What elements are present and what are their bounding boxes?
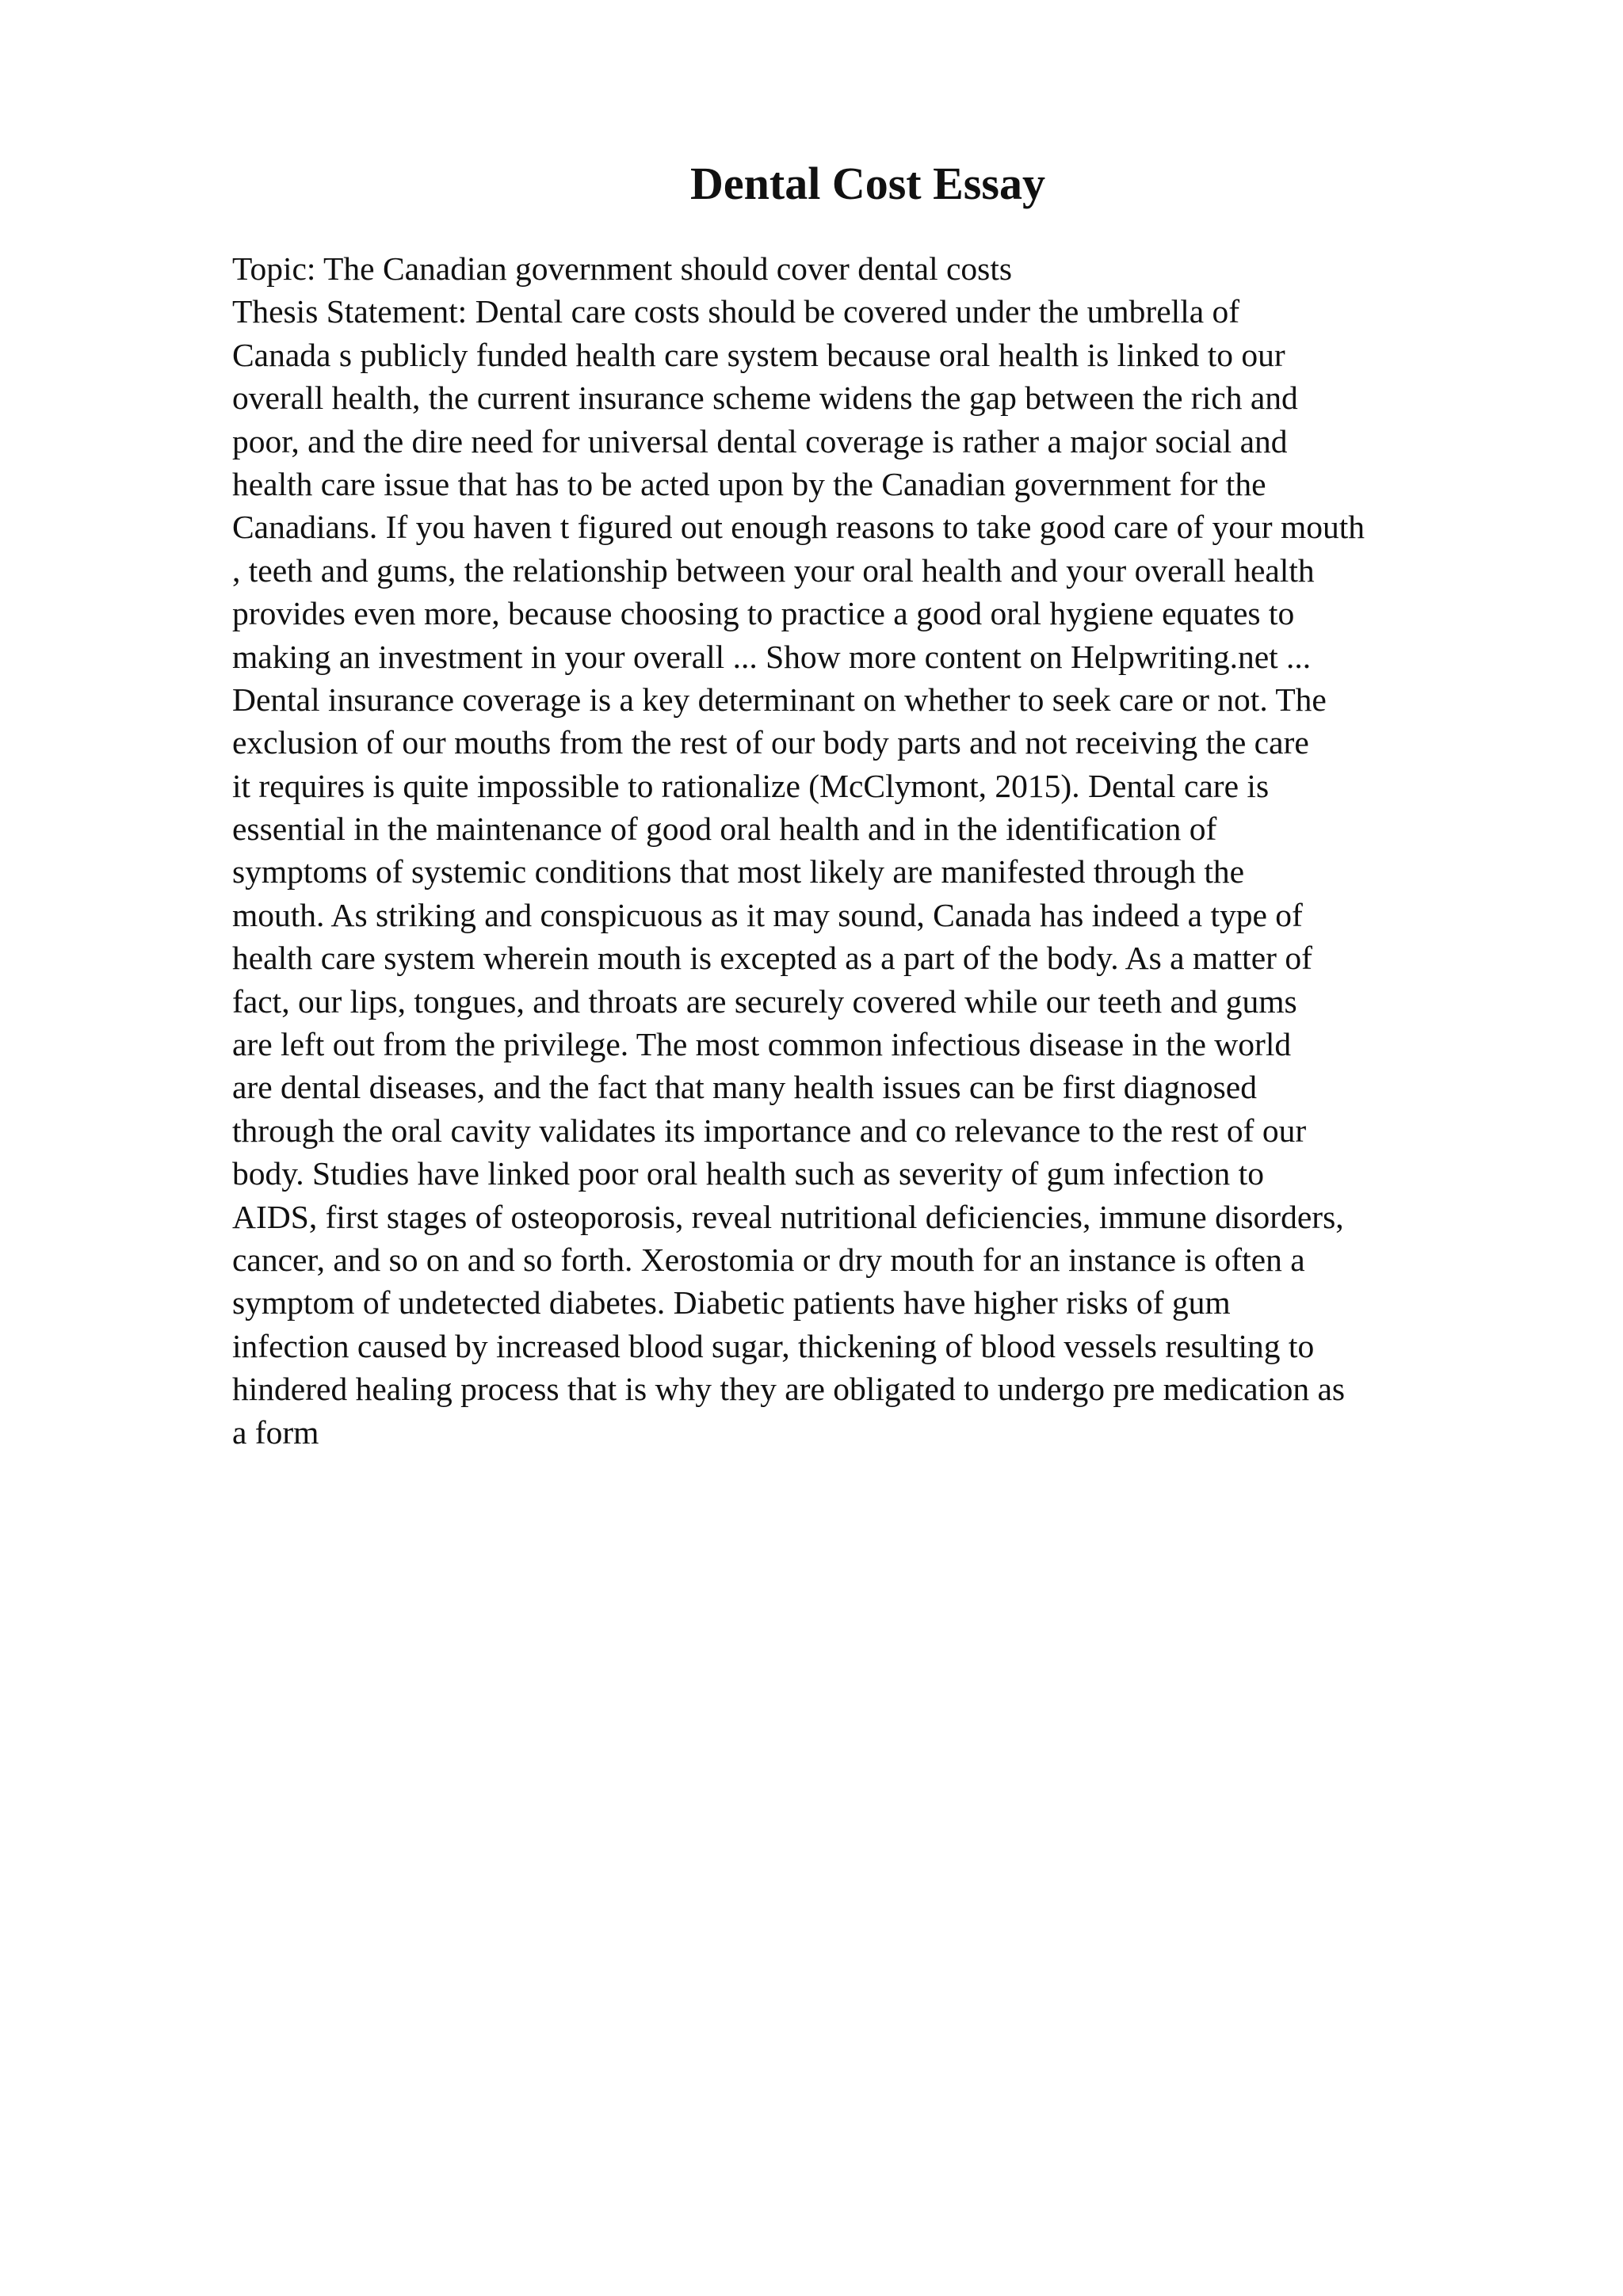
text-line: through the oral cavity validates its importance and co relevance to the rest of our <box>232 1112 1307 1149</box>
text-line: a form <box>232 1413 319 1451</box>
text-line: body. Studies have linked poor oral health such as severity of gum infection to <box>232 1155 1264 1192</box>
text-line: health care issue that has to be acted upon by the Canadian government for the <box>232 465 1266 502</box>
document-title: Dental Cost Essay <box>690 158 1045 209</box>
text-line: , teeth and gums, the relationship between your oral health and your overall health <box>232 551 1315 589</box>
text-line: Canadians. If you haven t figured out enough reasons to take good care of your mouth <box>232 509 1365 546</box>
text-line: are dental diseases, and the fact that many health issues can be first diagnosed <box>232 1069 1257 1106</box>
text-line: health care system wherein mouth is excepted as a part of the body. As a matter of <box>232 940 1312 977</box>
text-line: Thesis Statement: Dental care costs should be covered under the umbrella of <box>232 293 1240 330</box>
text-line: Topic: The Canadian government should cover dental costs <box>232 250 1013 287</box>
text-line: overall health, the current insurance scheme widens the gap between the rich and <box>232 379 1298 417</box>
text-line: Dental insurance coverage is a key determinant on whether to seek care or not. The <box>232 681 1327 718</box>
text-line: symptoms of systemic conditions that most likely are manifested through the <box>232 853 1245 891</box>
text-line: essential in the maintenance of good oral health and in the identification of <box>232 810 1217 848</box>
essay-body <box>232 247 1579 1454</box>
text-line: provides even more, because choosing to practice a good oral hygiene equates to <box>232 595 1295 632</box>
text-line: are left out from the privilege. The most common infectious disease in the world <box>232 1026 1292 1063</box>
text-line: it requires is quite impossible to rationalize (McClymont, 2015). Dental care is <box>232 767 1270 804</box>
text-line: making an investment in your overall ... Show more content on Helpwriting.net ... <box>232 638 1312 675</box>
text-line: exclusion of our mouths from the rest of our body parts and not receiving the care <box>232 724 1309 761</box>
text-line: symptom of undetected diabetes. Diabetic patients have higher risks of gum <box>232 1284 1231 1322</box>
text-line: hindered healing process that is why they are obligated to undergo pre medication as <box>232 1371 1346 1408</box>
text-line: poor, and the dire need for universal dental coverage is rather a major social and <box>232 422 1288 460</box>
text-line: fact, our lips, tongues, and throats are securely covered while our teeth and gums <box>232 982 1297 1020</box>
text-line: infection caused by increased blood sugar, thickening of blood vessels resulting to <box>232 1327 1315 1364</box>
text-line: mouth. As striking and conspicuous as it may sound, Canada has indeed a type of <box>232 896 1303 933</box>
text-line: cancer, and so on and so forth. Xerostomia or dry mouth for an instance is often a <box>232 1241 1305 1278</box>
text-line: Canada s publicly funded health care system because oral health is linked to our <box>232 336 1285 373</box>
text-line: AIDS, first stages of osteoporosis, reveal nutritional deficiencies, immune disorders, <box>232 1198 1344 1235</box>
